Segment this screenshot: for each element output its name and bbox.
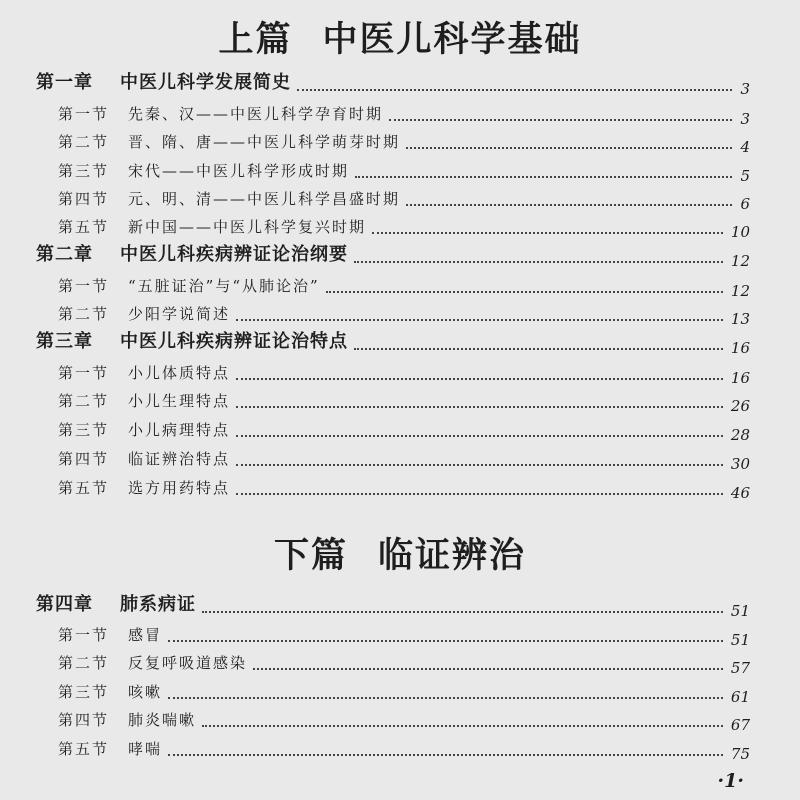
- toc-section-row[interactable]: [0, 102, 800, 128]
- toc-chapter-row[interactable]: [0, 72, 800, 98]
- leader-dots: [389, 119, 732, 121]
- page-number: 57: [730, 659, 750, 677]
- section-number: 第三节: [58, 162, 110, 180]
- toc-section-row[interactable]: [0, 274, 800, 300]
- page-number: 16: [730, 369, 750, 387]
- section-title: 小儿体质特点: [128, 364, 231, 382]
- toc-section-row[interactable]: [0, 623, 800, 649]
- toc-section-row[interactable]: [0, 389, 800, 415]
- page-number: 26: [730, 397, 750, 415]
- page-number: 30: [730, 455, 750, 473]
- page-number: 3: [740, 110, 750, 128]
- section-number: 第二节: [58, 654, 110, 672]
- leader-dots: [236, 378, 723, 380]
- page-number: 5: [740, 167, 750, 185]
- section-number: 第三节: [58, 683, 110, 701]
- chapter-number: 第三章: [36, 331, 93, 352]
- section-title: 小儿病理特点: [128, 421, 231, 439]
- toc-chapter-row[interactable]: [0, 331, 800, 357]
- toc-section-row[interactable]: [0, 215, 800, 241]
- section-title: 少阳学说简述: [128, 305, 231, 323]
- part2-heading: [0, 528, 800, 578]
- section-title: 晋、隋、唐——中医儿科学萌芽时期: [128, 133, 401, 151]
- toc-section-row[interactable]: [0, 418, 800, 444]
- section-number: 第五节: [58, 218, 110, 236]
- toc-section-row[interactable]: [0, 708, 800, 734]
- section-number: 第一节: [58, 277, 110, 295]
- page-number: 51: [730, 602, 750, 620]
- page-number: 10: [730, 223, 750, 241]
- section-number: 第一节: [58, 364, 110, 382]
- section-number: 第五节: [58, 479, 110, 497]
- section-title: 选方用药特点: [128, 479, 231, 497]
- toc-chapter-row[interactable]: [0, 244, 800, 270]
- section-title: 反复呼吸道感染: [128, 654, 248, 672]
- page-number: 6: [740, 195, 750, 213]
- toc-section-row[interactable]: [0, 447, 800, 473]
- page-number: 61: [730, 688, 750, 706]
- chapter-title: 中医儿科疾病辨证论治纲要: [120, 244, 348, 265]
- toc-section-row[interactable]: [0, 187, 800, 213]
- section-title: “五脏证治”与“从肺论治”: [128, 277, 320, 295]
- leader-dots: [355, 176, 732, 178]
- leader-dots: [168, 697, 723, 699]
- toc-section-row[interactable]: [0, 651, 800, 677]
- leader-dots: [354, 348, 723, 350]
- section-number: 第二节: [58, 392, 110, 410]
- page-number: 13: [730, 310, 750, 328]
- leader-dots: [236, 435, 723, 437]
- page-number: 28: [730, 426, 750, 444]
- leader-dots: [236, 464, 723, 466]
- leader-dots: [202, 725, 723, 727]
- chapter-title: 中医儿科疾病辨证论治特点: [120, 331, 348, 352]
- page-number: 51: [730, 631, 750, 649]
- page-number: 4: [740, 138, 750, 156]
- page-number: 3: [740, 80, 750, 98]
- toc-section-row[interactable]: [0, 159, 800, 185]
- leader-dots: [168, 754, 723, 756]
- part1-heading: [0, 12, 800, 62]
- section-title: 宋代——中医儿科学形成时期: [128, 162, 350, 180]
- section-number: 第四节: [58, 450, 110, 468]
- part1-title: 中医儿科学基础: [322, 20, 582, 60]
- leader-dots: [354, 261, 723, 263]
- part2-label: 下篇: [273, 536, 348, 576]
- section-number: 第一节: [58, 626, 110, 644]
- toc-section-row[interactable]: [0, 361, 800, 387]
- leader-dots: [326, 291, 723, 293]
- page-number: 67: [730, 716, 750, 734]
- chapter-number: 第一章: [36, 72, 93, 93]
- leader-dots: [406, 147, 732, 149]
- section-title: 元、明、清——中医儿科学昌盛时期: [128, 190, 401, 208]
- section-title: 哮喘: [128, 740, 163, 758]
- leader-dots: [406, 204, 732, 206]
- toc-section-row[interactable]: [0, 302, 800, 328]
- section-title: 临证辨治特点: [128, 450, 231, 468]
- part1-label: 上篇: [218, 20, 293, 60]
- chapter-number: 第二章: [36, 244, 93, 265]
- section-number: 第二节: [58, 305, 110, 323]
- section-number: 第四节: [58, 190, 110, 208]
- section-title: 先秦、汉——中医儿科学孕育时期: [128, 105, 384, 123]
- page-number: 46: [730, 484, 750, 502]
- page-number: 16: [730, 339, 750, 357]
- section-title: 咳嗽: [128, 683, 163, 701]
- footer-page-number: ·1·: [717, 770, 744, 792]
- page-number: 12: [730, 252, 750, 270]
- leader-dots: [253, 668, 723, 670]
- section-number: 第三节: [58, 421, 110, 439]
- leader-dots: [236, 319, 723, 321]
- leader-dots: [168, 640, 723, 642]
- toc-section-row[interactable]: [0, 476, 800, 502]
- chapter-title: 中医儿科学发展简史: [120, 72, 291, 93]
- toc-chapter-row[interactable]: [0, 594, 800, 620]
- section-number: 第二节: [58, 133, 110, 151]
- section-number: 第五节: [58, 740, 110, 758]
- section-title: 新中国——中医儿科学复兴时期: [128, 218, 367, 236]
- chapter-title: 肺系病证: [120, 594, 196, 615]
- chapter-number: 第四章: [36, 594, 93, 615]
- leader-dots: [236, 406, 723, 408]
- toc-section-row[interactable]: [0, 130, 800, 156]
- leader-dots: [372, 232, 723, 234]
- leader-dots: [236, 493, 723, 495]
- leader-dots: [202, 611, 723, 613]
- part2-title: 临证辨治: [378, 536, 527, 576]
- toc-section-row[interactable]: [0, 737, 800, 763]
- section-title: 感冒: [128, 626, 163, 644]
- section-number: 第一节: [58, 105, 110, 123]
- page-number: 75: [730, 745, 750, 763]
- page-number: 12: [730, 282, 750, 300]
- section-title: 小儿生理特点: [128, 392, 231, 410]
- toc-section-row[interactable]: [0, 680, 800, 706]
- leader-dots: [297, 89, 732, 91]
- section-title: 肺炎喘嗽: [128, 711, 197, 729]
- section-number: 第四节: [58, 711, 110, 729]
